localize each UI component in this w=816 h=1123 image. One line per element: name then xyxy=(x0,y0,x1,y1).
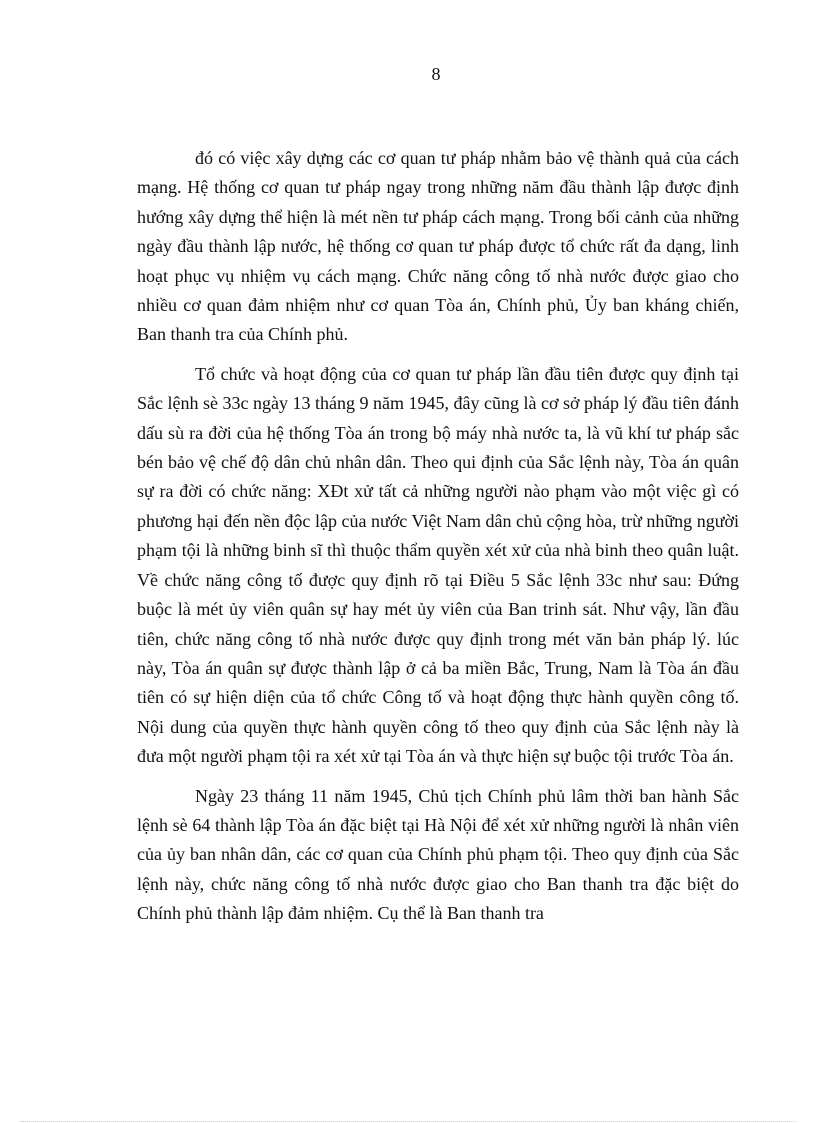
page-bottom-divider xyxy=(20,1121,796,1122)
paragraph-sac-lenh-33c: Tổ chức và hoạt động của cơ quan tư pháp lần đầu tiên được quy định tại Sắc lệnh sè 33c ngày 13 tháng 9 năm 1945, đây cũng là cơ sở pháp lý đầu tiên đánh dấu sù ra đời của hệ thống Tòa án trong bộ máy nhà nước ta, là vũ khí tư pháp sắc bén bảo vệ chế độ dân chủ nhân dân. Theo qui định của Sắc lệnh này, Tòa án quân sự ra đời có chức năng: XĐt xử tất cả những người nào phạm vào một việc gì có phương hại đến nền độc lập của nước Việt Nam dân chủ cộng hòa, trừ những người phạm tội là những binh sĩ thì thuộc thẩm quyền xét xử của nhà binh theo quân luật. Về chức năng công tố được quy định rõ tại Điều 5 Sắc lệnh 33c như sau: Đứng buộc là mét ủy viên quân sự hay mét ủy viên của Ban trinh sát. Như vậy, lần đầu tiên, chức năng công tố nhà nước được quy định trong mét văn bản pháp lý. lúc này, Tòa án quân sự được thành lập ở cả ba miền Bắc, Trung, Nam là Tòa án đầu tiên có sự hiện diện của tổ chức Công tố và hoạt động thực hành quyền công tố. Nội dung của quyền thực hành quyền công tố theo quy định của Sắc lệnh này là đưa một người phạm tội ra xét xử tại Tòa án và thực hiện sự buộc tội trước Tòa án. xyxy=(137,363,739,767)
paragraph-continuation: đó có việc xây dựng các cơ quan tư pháp nhằm bảo vệ thành quả của cách mạng. Hệ thống cơ quan tư pháp ngay trong những năm đầu thành lập được định hướng xây dựng thể hiện là mét nền tư pháp cách mạng. Trong bối cảnh của những ngày đầu thành lập nước, hệ thống cơ quan tư pháp được tổ chức rất đa dạng, linh hoạt phục vụ nhiệm vụ cách mạng. Chức năng công tố nhà nước được giao cho nhiều cơ quan đảm nhiệm như cơ quan Tòa án, Chính phủ, Ủy ban kháng chiến, Ban thanh tra của Chính phủ. xyxy=(137,148,739,345)
paragraph-sac-lenh-64: Ngày 23 tháng 11 năm 1945, Chủ tịch Chính phủ lâm thời ban hành Sắc lệnh sè 64 thành lập Tòa án đặc biệt tại Hà Nội để xét xử những người là nhân viên của ủy ban nhân dân, các cơ quan của Chính phủ phạm tội. Theo quy định của Sắc lệnh này, chức năng công tố nhà nước được giao cho Ban thanh tra đặc biệt do Chính phủ thành lập đảm nhiệm. Cụ thể là Ban thanh tra xyxy=(137,785,739,924)
document-body xyxy=(137,144,739,939)
page-number: 8 xyxy=(431,64,441,84)
